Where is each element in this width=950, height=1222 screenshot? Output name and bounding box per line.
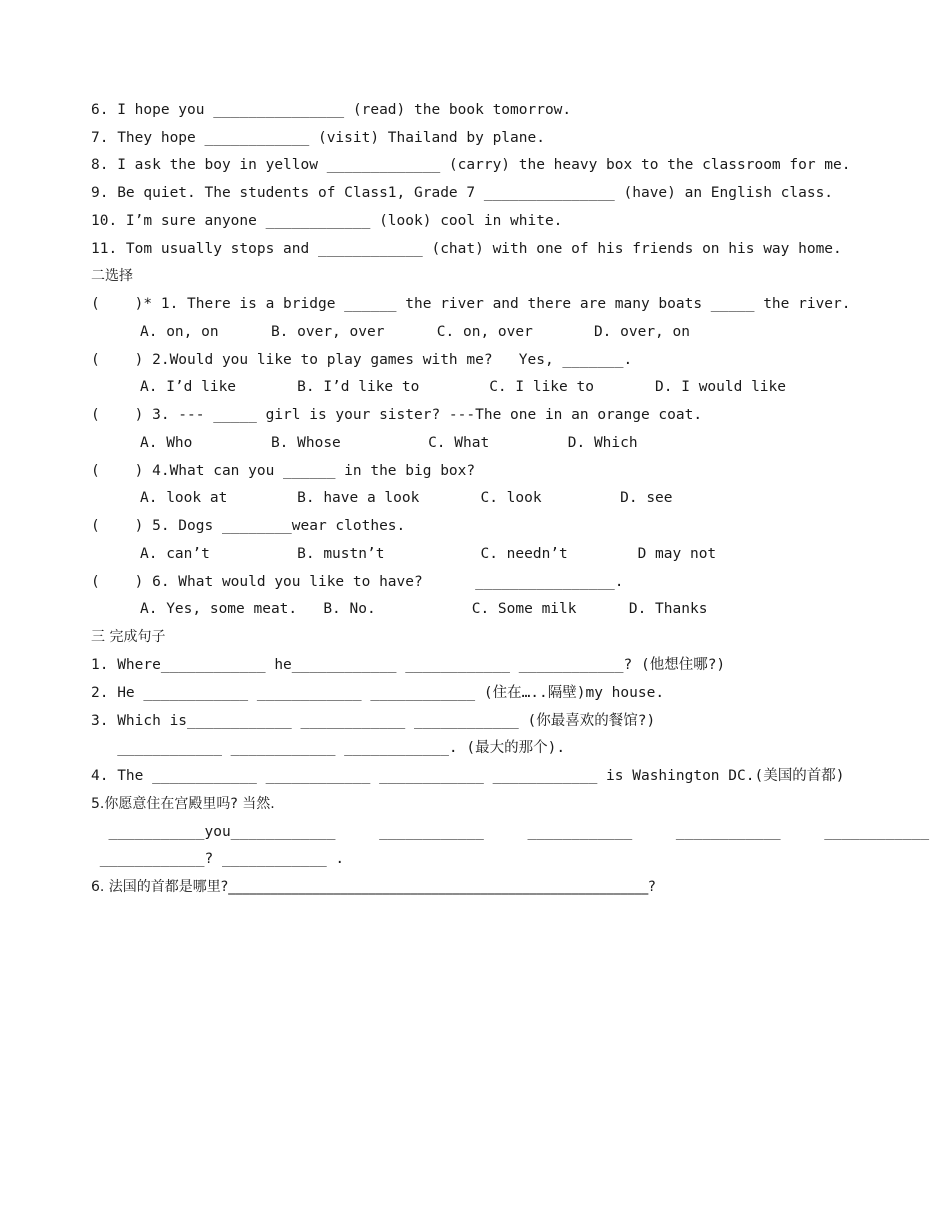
section-heading-complete: 三 完成句子 — [91, 629, 166, 645]
choice-options-4: A. look at B. have a look C. look D. see — [140, 490, 673, 506]
choice-options-3: A. Who B. Whose C. What D. Which — [140, 435, 638, 451]
exercise-10: 10. I’m sure anyone ____________ (look) cool in white. — [91, 213, 563, 229]
choice-options-1: A. on, on B. over, over C. on, over D. over, on — [140, 324, 690, 340]
complete-sentence-3: 3. Which is____________ ____________ ____________ (你最喜欢的餐馆?) — [91, 713, 656, 729]
complete-sentence-3-continued: ____________ ____________ ____________. (最大的那个). — [91, 740, 566, 756]
exercise-11: 11. Tom usually stops and ____________ (chat) with one of his friends on his way home. — [91, 241, 842, 257]
complete-sentence-1: 1. Where____________ he____________ ____________ ____________? (他想住哪?) — [91, 657, 726, 673]
exercise-7: 7. They hope ____________ (visit) Thailand by plane. — [91, 130, 545, 146]
section-heading-choice: 二选择 — [91, 268, 133, 284]
choice-options-5: A. can’t B. mustn’t C. needn’t D may not — [140, 546, 717, 562]
exercise-8: 8. I ask the boy in yellow _____________ (carry) the heavy box to the classroom for me. — [91, 157, 851, 173]
complete-sentence-6: 6. 法国的首都是哪里?____________________________________________________________? — [91, 879, 656, 895]
complete-sentence-5-blanks-1: ___________you____________ ____________ ____________ ____________ ____________ — [91, 824, 930, 840]
choice-question-5: ( ) 5. Dogs ________wear clothes. — [91, 518, 406, 534]
choice-options-6: A. Yes, some meat. B. No. C. Some milk D. Thanks — [140, 601, 708, 617]
exercise-9: 9. Be quiet. The students of Class1, Grade 7 _______________ (have) an English class. — [91, 185, 834, 201]
exercise-6: 6. I hope you _______________ (read) the book tomorrow. — [91, 102, 572, 118]
choice-question-2: ( ) 2.Would you like to play games with me? Yes, _______. — [91, 352, 633, 368]
choice-question-4: ( ) 4.What can you ______ in the big box? — [91, 463, 476, 479]
complete-sentence-2: 2. He ____________ ____________ ____________ (住在…..隔壁)my house. — [91, 685, 665, 701]
choice-options-2: A. I’d like B. I’d like to C. I like to D. I would like — [140, 379, 787, 395]
choice-question-1: ( )* 1. There is a bridge ______ the river and there are many boats _____ the river. — [91, 296, 851, 312]
complete-sentence-5: 5.你愿意住在宫殿里吗? 当然. — [91, 796, 275, 812]
complete-sentence-4: 4. The ____________ ____________ ____________ ____________ is Washington DC.(美国的首都) — [91, 768, 845, 784]
choice-question-3: ( ) 3. --- _____ girl is your sister? ---The one in an orange coat. — [91, 407, 703, 423]
choice-question-6: ( ) 6. What would you like to have? ________________. — [91, 574, 624, 590]
complete-sentence-5-blanks-2: ____________? ____________ . — [91, 851, 345, 867]
